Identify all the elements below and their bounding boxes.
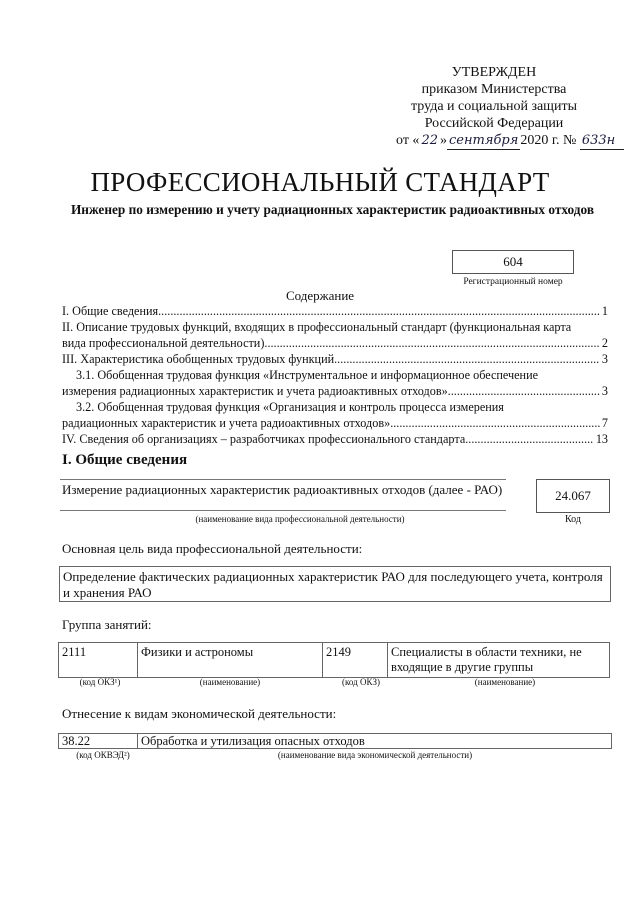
okz-code-caption: (код ОКЗ¹) — [79, 677, 121, 687]
approval-line: труда и социальной защиты — [411, 99, 577, 114]
activity-code-box: 24.067 — [536, 479, 610, 513]
toc-item[interactable]: радиационных характеристик и учета радиоактивных отходов» ..... 7 — [62, 415, 608, 431]
toc-item-line[interactable]: 3.2. Обобщенная трудовая функция «Организация и контроль процесса измерения — [76, 400, 504, 414]
document-title: ПРОФЕССИОНАЛЬНЫЙ СТАНДАРТ — [90, 167, 550, 197]
toc-item[interactable]: измерения радиационных характеристик и учета радиоактивных отходов» ..... 3 — [62, 383, 608, 399]
handwritten-month: сентября — [448, 133, 519, 148]
okz-name-cell: Специалисты в области техники, не входящие в другие группы — [388, 643, 610, 678]
okz-code-caption: (код ОКЗ) — [342, 677, 380, 687]
registration-number-box: 604 — [452, 250, 574, 274]
toc-item[interactable]: IV. Сведения об организациях – разработчиках профессионального стандарта ..... 13 — [62, 431, 608, 447]
okved-code-cell: 38.22 — [59, 734, 138, 749]
goal-text-box: Определение фактических радиационных характеристик РАО для последующего учета, контроля и хранения РАО — [59, 566, 611, 602]
document-subtitle: Инженер по измерению и учету радиационных характеристик радиоактивных отходов — [70, 202, 595, 217]
registration-number-label: Регистрационный номер — [463, 277, 563, 287]
okz-name-caption: (наименование) — [199, 677, 261, 687]
toc-item-line[interactable]: 3.1. Обобщенная трудовая функция «Инструментальное и информационное обеспечение — [76, 368, 539, 382]
okz-name-cell: Физики и астрономы — [138, 643, 323, 678]
approval-block — [384, 64, 616, 150]
section-title: I. Общие сведения — [62, 452, 188, 468]
contents-heading: Содержание — [285, 288, 355, 303]
okz-name-caption: (наименование) — [474, 677, 536, 687]
toc-item[interactable]: вида профессиональной деятельности) ..... 2 — [62, 335, 608, 351]
occupation-table — [58, 642, 610, 678]
toc-item[interactable]: I. Общие сведения ..... 1 — [62, 303, 608, 319]
okved-name-caption: (наименование вида экономической деятельности) — [277, 750, 473, 760]
approval-line: УТВЕРЖДЕН — [451, 65, 537, 80]
approval-line: приказом Министерства — [421, 82, 567, 97]
okved-table — [58, 733, 612, 749]
goal-label: Основная цель вида профессиональной деятельности: — [62, 541, 363, 556]
table-of-contents — [62, 303, 608, 447]
okved-code-caption: (код ОКВЭД²) — [76, 750, 130, 760]
toc-item-line[interactable]: II. Описание трудовых функций, входящих в профессиональный стандарт (функциональная карта — [62, 320, 572, 334]
okz-code-cell: 2149 — [323, 643, 388, 678]
activity-caption: (наименование вида профессиональной деятельности) — [195, 514, 405, 524]
occupation-label: Группа занятий: — [62, 617, 152, 632]
activity-name-field: Измерение радиационных характеристик радиоактивных отходов (далее - РАО) — [60, 479, 506, 511]
approval-line: Российской Федерации — [424, 116, 564, 131]
econ-activity-label: Отнесение к видам экономической деятельности: — [62, 706, 337, 721]
handwritten-order-number: 633н — [581, 133, 616, 148]
okved-name-cell: Обработка и утилизация опасных отходов — [138, 734, 612, 749]
toc-item[interactable]: III. Характеристика обобщенных трудовых функций ..... 3 — [62, 351, 608, 367]
approval-date-line: от « 22 » сентября 2020 г. № 633н — [384, 132, 604, 150]
handwritten-day: 22 — [421, 133, 438, 148]
code-caption: Код — [565, 514, 581, 525]
okz-code-cell: 2111 — [59, 643, 138, 678]
